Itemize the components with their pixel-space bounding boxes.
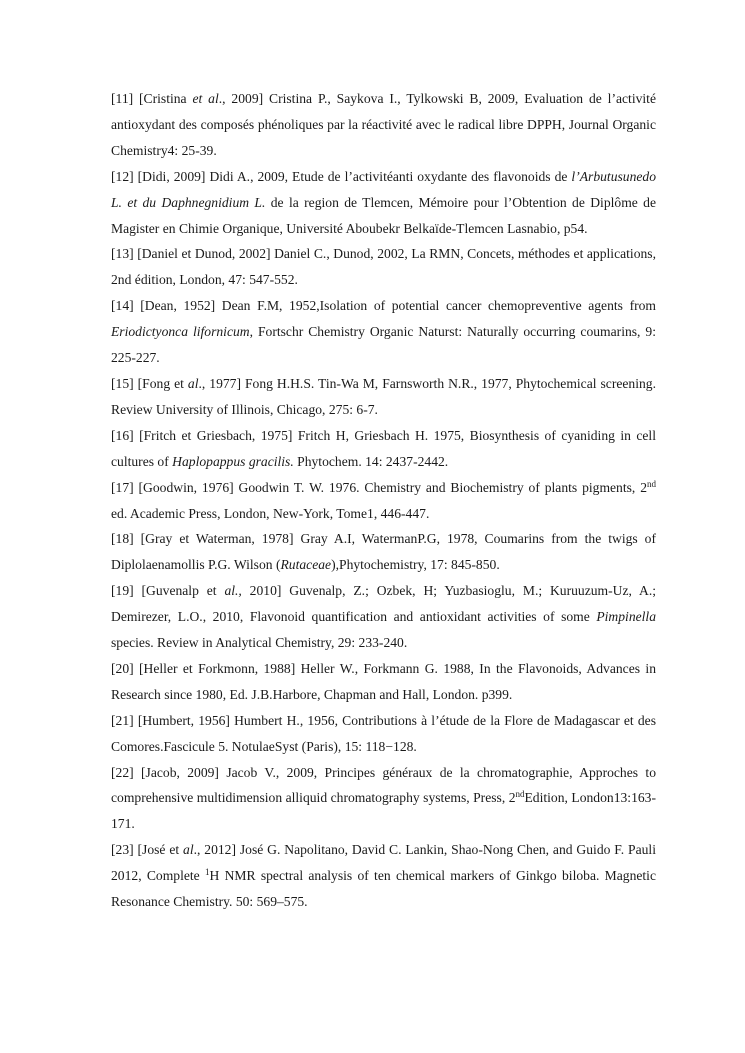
italic-text: Rutaceae <box>280 557 332 573</box>
reference-text: ., 1977] Fong H.H.S. Tin-Wa M, Farnsworth N.R., 1977, Phytochemical screening. Review University of Illinois, Chicago, 275: 6-7. <box>111 375 656 417</box>
reference-text: [14] [Dean, 1952] Dean F.M, 1952,Isolation of potential cancer chemopreventive agents from <box>111 298 656 314</box>
superscript-text: nd <box>515 789 525 800</box>
reference-text: [15] [Fong et <box>111 375 188 391</box>
reference-text: , Fortschr Chemistry Organic Naturst: Naturally occurring coumarins, 9: 225-227. <box>111 324 656 366</box>
reference-text: [16] [Fritch et Griesbach, 1975] Fritch H, Griesbach H. 1975, Biosynthesis of cyaniding in cell cultures of <box>111 427 656 469</box>
italic-text: l’Arbutusunedo L. et du Daphnegnidium L. <box>111 168 656 210</box>
reference-entry-ref-14 <box>111 293 656 371</box>
reference-text: species. Review in Analytical Chemistry, 29: 233-240. <box>111 635 408 651</box>
reference-text: Phytochem. 14: 2437-2442. <box>293 453 449 469</box>
reference-text: de la region de Tlemcen, Mémoire pour l’Obtention de Diplôme de Magister en Chimie Organique, Université Aboubekr Belkaïde-Tlemcen Lasnabio, p54. <box>111 194 656 236</box>
reference-text: [20] [Heller et Forkmonn, 1988] Heller W., Forkmann G. 1988, In the Flavonoids, Advances in Research since 1980, Ed. J.B.Harbore, Chapman and Hall, London. p399. <box>111 660 656 702</box>
reference-entry-ref-17 <box>111 475 656 527</box>
italic-text: al <box>187 375 199 391</box>
reference-text: ),Phytochemistry, 17: 845-850. <box>331 557 500 573</box>
reference-list <box>111 86 656 915</box>
reference-text: 2010] Guvenalp, Z.; Ozbek, H; Yuzbasioglu, M.; Kuruuzum-Uz, A.; Demirezer, L.O., 2010, Flavonoid quantification and antioxidant activities of some <box>111 583 657 625</box>
reference-entry-ref-16 <box>111 423 656 475</box>
reference-text: [22] [Jacob, 2009] Jacob V., 2009, Principes généraux de la chromatographie, Approches to comprehensive multidimension alliquid chromatography systems, Press, 2 <box>111 764 656 806</box>
italic-text: al., <box>224 583 242 599</box>
italic-text: et al <box>192 91 219 106</box>
italic-text: Haplopappus gracilis. <box>172 453 294 469</box>
reference-text: [19] [Guvenalp et <box>111 583 225 599</box>
reference-text: [17] [Goodwin, 1976] Goodwin T. W. 1976. Chemistry and Biochemistry of plants pigments, 2 <box>111 479 647 495</box>
reference-text: Edition, London13:163-171. <box>111 790 656 832</box>
reference-entry-ref-18 <box>111 526 656 578</box>
reference-entry-ref-11 <box>111 86 656 164</box>
italic-text: al <box>183 842 194 858</box>
reference-text: [11] [Cristina <box>111 91 193 106</box>
reference-entry-ref-20 <box>111 656 656 708</box>
reference-entry-ref-13 <box>111 241 656 293</box>
italic-text: Pimpinella <box>596 609 656 625</box>
reference-text: [18] [Gray et Waterman, 1978] Gray A.I, WatermanP.G, 1978, Coumarins from the twigs of Diplolaenamollis P.G. Wilson ( <box>111 531 656 573</box>
reference-entry-ref-12 <box>111 164 656 242</box>
reference-text: [21] [Humbert, 1956] Humbert H., 1956, Contributions à l’étude de la Flore de Madagascar et des Comores.Fascicule 5. NotulaeSyst (Paris), 15: 118−128. <box>111 712 656 754</box>
superscript-text: 1 <box>205 867 210 878</box>
superscript-text: nd <box>647 478 656 489</box>
reference-text: ., 2012] José G. Napolitano, David C. Lankin, Shao-Nong Chen, and Guido F. Pauli 2012, Complete <box>111 842 656 884</box>
reference-text: [12] [Didi, 2009] Didi A., 2009, Etude de l’activitéanti oxydante des flavonoids de <box>111 168 572 184</box>
reference-entry-ref-23 <box>111 837 656 915</box>
reference-entry-ref-22 <box>111 760 656 838</box>
reference-text: [13] [Daniel et Dunod, 2002] Daniel C., Dunod, 2002, La RMN, Concets, méthodes et applications, 2nd édition, London, 47: 547-552. <box>111 246 656 288</box>
reference-text: H NMR spectral analysis of ten chemical markers of Ginkgo biloba. Magnetic Resonance Chemistry. 50: 569–575. <box>111 868 656 910</box>
reference-entry-ref-15 <box>111 371 656 423</box>
reference-text: [23] [José et <box>111 842 184 858</box>
reference-text: ed. Academic Press, London, New-York, Tome1, 446-447. <box>111 505 430 521</box>
reference-entry-ref-19 <box>111 578 656 656</box>
italic-text: Eriodictyonca lifornicum <box>111 324 250 340</box>
reference-entry-ref-21 <box>111 708 656 760</box>
reference-text: ., 2009] Cristina P., Saykova I., Tylkowski B, 2009, Evaluation de l’activité antioxydant des composés phénoliques par la réactivité avec le radical libre DPPH, Journal Organic Chemistry4: 25-39. <box>111 91 656 158</box>
